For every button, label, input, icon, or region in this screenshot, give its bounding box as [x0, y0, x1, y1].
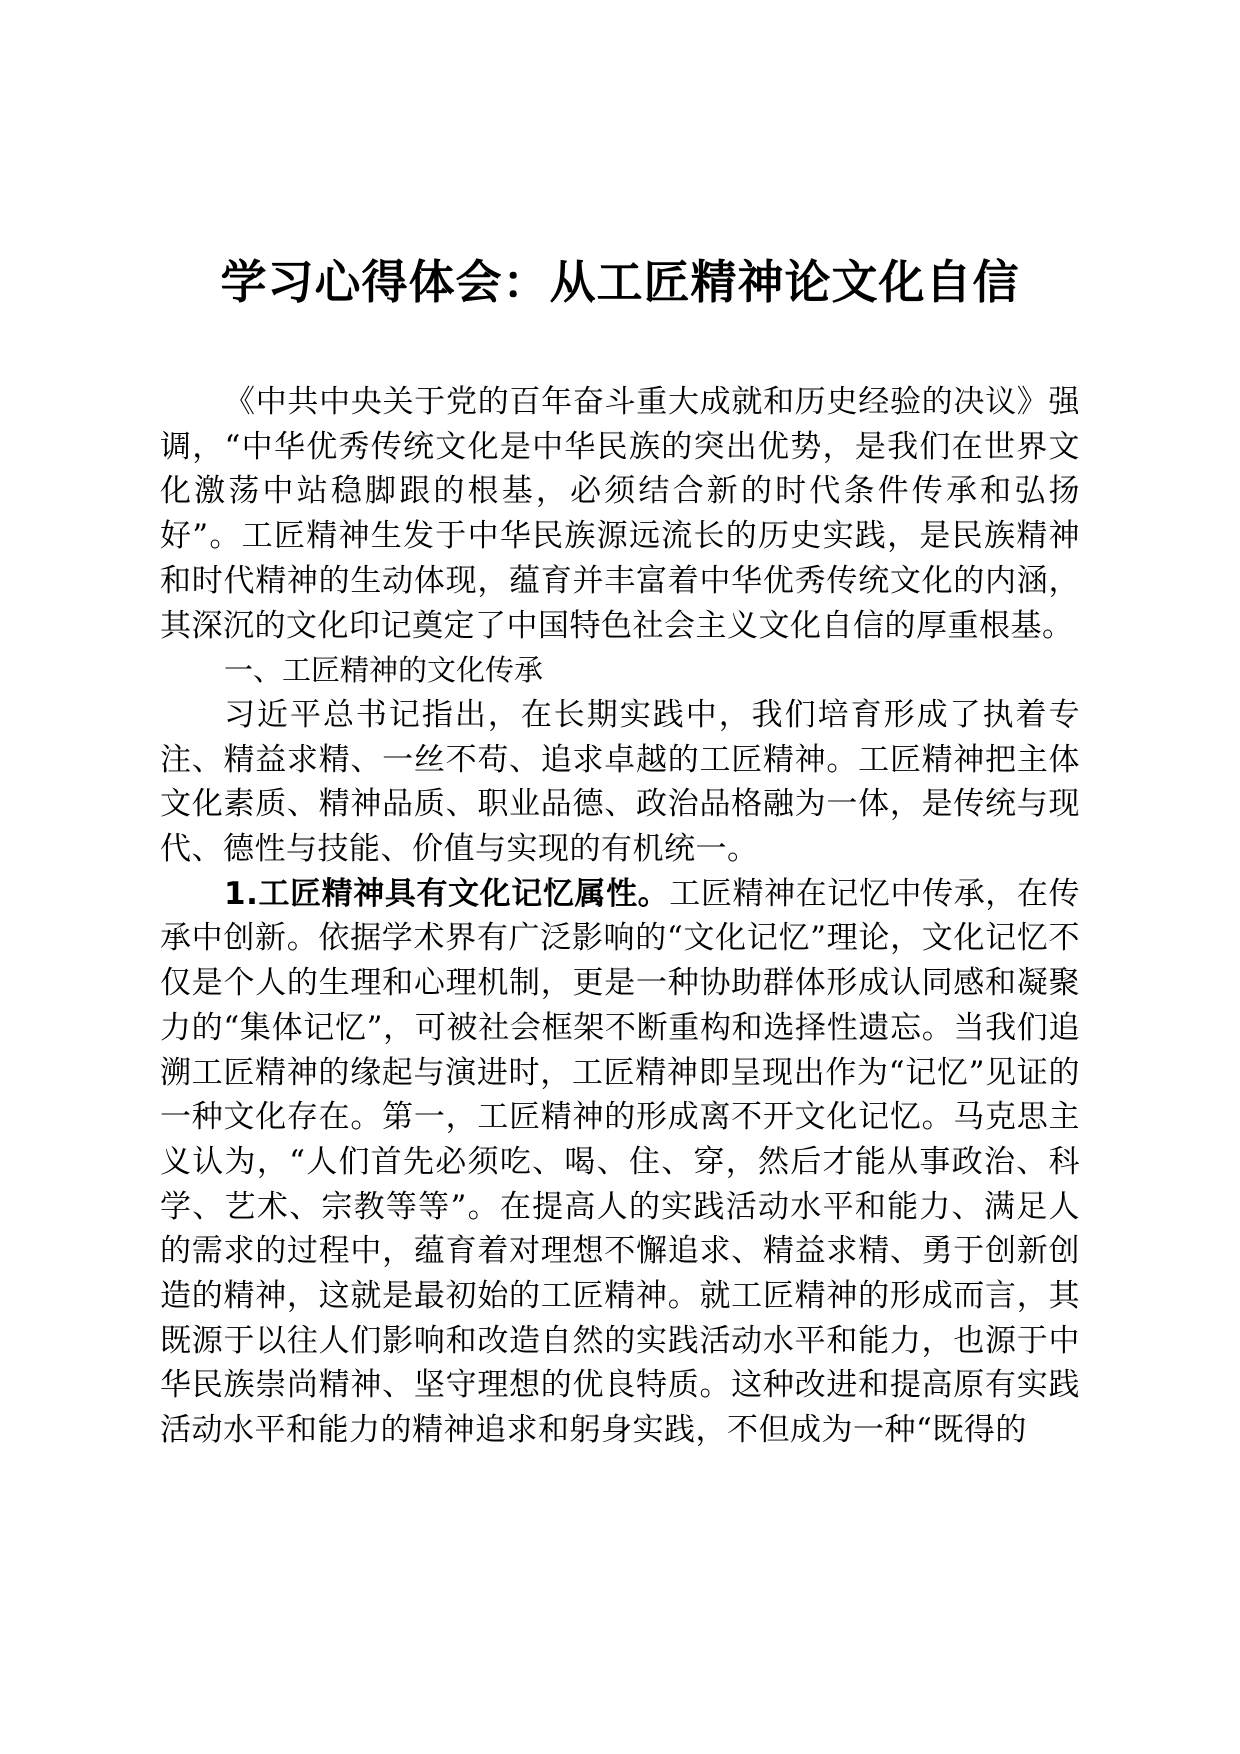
paragraph-subsection-1 — [160, 872, 1080, 1453]
subsection-lead: 1.工匠精神具有文化记忆属性。 — [224, 875, 670, 912]
subsection-body: 工匠精神在记忆中传承，在传承中创新。依据学术界有广泛影响的“文化记忆”理论，文化记忆不仅是个人的生理和心理机制，更是一种协助群体形成认同感和凝聚力的“集体记忆”，可被社会框架不断重构和选择性遗忘。当我们追溯工匠精神的缘起与演进时，工匠精神即呈现出作为“记忆”见证的一种文化存在。第一，工匠精神的形成离不开文化记忆。马克思主义认为，“人们首先必须吃、喝、住、穿，然后才能从事政治、科学、艺术、宗教等等”。在提高人的实践活动水平和能力、满足人的需求的过程中，蕴育着对理想不懈追求、精益求精、勇于创新创造的精神，这就是最初始的工匠精神。就工匠精神的形成而言，其既源于以往人们影响和改造自然的实践活动水平和能力，也源于中华民族崇尚精神、坚守理想的优良特质。这种改进和提高原有实践活动水平和能力的精神追求和躬身实践，不但成为一种“既得的 — [160, 875, 1080, 1449]
document-title: 学习心得体会：从工匠精神论文化自信 — [220, 255, 1020, 309]
section-heading-1: 一、工匠精神的文化传承 — [224, 653, 544, 688]
document-body — [160, 380, 1080, 1453]
paragraph-intro: 《中共中央关于党的百年奋斗重大成就和历史经验的决议》强调，“中华优秀传统文化是中华民族的突出优势，是我们在世界文化激荡中站稳脚跟的根基，必须结合新的时代条件传承和弘扬好”。工匠精神生发于中华民族源远流长的历史实践，是民族精神和时代精神的生动体现，蕴育并丰富着中华优秀传统文化的内涵，其深沉的文化印记奠定了中国特色社会主义文化自信的厚重根基。 — [160, 384, 1080, 644]
paragraph-section-1: 习近平总书记指出，在长期实践中，我们培育形成了执着专注、精益求精、一丝不苟、追求卓越的工匠精神。工匠精神把主体文化素质、精神品质、职业品德、政治品格融为一体，是传统与现代、德性与技能、价值与实现的有机统一。 — [160, 696, 1080, 868]
